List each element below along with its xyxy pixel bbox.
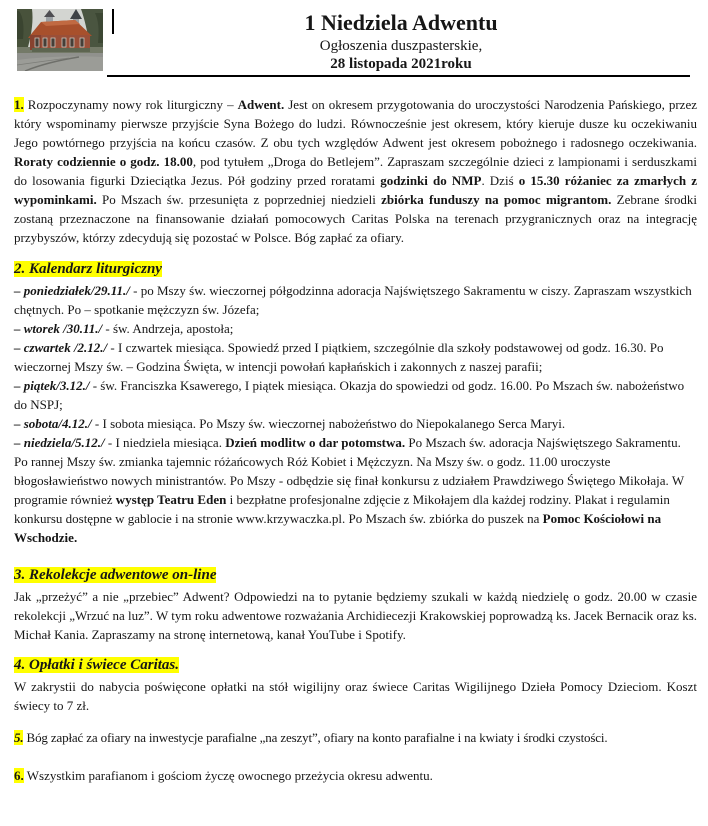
text-run: – niedziela/5.12./ [14, 435, 105, 450]
page-date: 28 listopada 2021roku [330, 56, 472, 72]
text-run: W zakrystii do nabycia poświęcone opłatki na stół wigilijny oraz świece Caritas Wigilijnego Dzieła Pomocy Dzieciom. Koszt świecy to 7 zł. [14, 679, 697, 713]
text-run: występ Teatru Eden [115, 492, 227, 507]
announcement-1 [14, 95, 697, 247]
calendar-item-tuesday [14, 319, 697, 338]
text-run: – wtorek /30.11./ [14, 321, 103, 336]
wafers-text [14, 677, 697, 715]
text-run: - po Mszy św. wieczornej półgodzinna adoracja Najświętszego Sakramentu w ciszy. Zapraszam wszystkich chętnych. Po – spotkanie mężczyzn św. Józefa; [14, 283, 692, 317]
section-heading-calendar-text: 2. Kalendarz liturgiczny [14, 261, 162, 277]
section-heading-calendar [14, 260, 697, 279]
text-run: - św. Franciszka Ksawerego, I piątek miesiąca. Okazja do spowiedzi od godz. 16.00. Po Mszach św. nabożeństwo do NSPJ; [14, 378, 685, 412]
text-run: – poniedziałek/29.11./ [14, 283, 130, 298]
text-run: i bezpłatne profesjonalne zdjęcie z Mikołajem dla każdej rodziny. Plakat i regulamin konkursu dostępne w gablocie i na stronie www.krzywaczka.pl. Po Mszach św. zbiórka do puszek na [14, 492, 670, 526]
document-body [14, 95, 697, 785]
text-run: - I czwartek miesiąca. Spowiedź przed I piątkiem, szczególnie dla szkoły podstawowej od godz. 16.30. Po wieczornej Mszy św. – Godzina Święta, w intencji powołań kapłańskich i zakonnych z naszej parafii; [14, 340, 664, 374]
text-run: Rozpoczynamy nowy rok liturgiczny – [23, 97, 238, 112]
text-run: Roraty codziennie o godz. 18.00 [14, 154, 193, 169]
church-photo-image [17, 9, 103, 71]
text-run: Dzień modlitw o dar potomstwa. [225, 435, 406, 450]
section-heading-retreat-text: 3. Rekolekcje adwentowe on-line [14, 567, 217, 583]
text-run: zbiórka funduszy na pomoc migrantom. [381, 192, 612, 207]
text-run: Jak „przeżyć” a nie „przebiec” Adwent? Odpowiedzi na to pytanie będziemy szukali w każdą niedzielę o godz. 20.00 w czasie rekolekcji „Wrzuć na luz”. W tym roku adwentowe rozważania Archidiecezji Krakowskiej poprowadzą ks. Jacek Bernacik oraz ks. Michał Kania. Zapraszamy na stronę internetową, kanał YouTube i Spotify. [14, 589, 697, 642]
text-run: . Dziś [481, 173, 519, 188]
text-run: – sobota/4.12./ [14, 416, 92, 431]
text-run: Pomoc Kościołowi na Wschodzie. [14, 511, 662, 545]
text-run: Zebrane środki zostaną przeznaczone na finansowanie działań pomocowych Caritas Polska na terenach przygranicznych oraz na integrację przybyszów, którzy zdecydują się pozostać w Polsce. Bóg zapłać za ofiary. [14, 192, 697, 245]
calendar-item-thursday [14, 338, 697, 376]
calendar-item-monday [14, 281, 697, 319]
text-run: Wszystkim parafianom i gościom życzę owocnego przeżycia okresu adwentu. [23, 768, 433, 783]
page-subtitle: Ogłoszenia duszpasterskie, [319, 38, 483, 54]
header-text [110, 10, 692, 73]
section-heading-retreat [14, 566, 697, 585]
text-run: 1. [14, 97, 24, 112]
announcement-6 [14, 766, 697, 785]
text-run: - I sobota miesiąca. Po Mszy św. wieczornej nabożeństwo do Niepokalanego Serca Maryi. [91, 416, 566, 431]
text-run: Bóg zapłać za ofiary na inwestycje parafialne „na zeszyt”, ofiary na konto parafialne i na kwiaty i środki czystości. [23, 730, 608, 745]
text-run: , pod tytułem „Droga do Betlejem”. Zapraszam szczególnie dzieci z lampionami i serduszkami do losowania figurki Dzieciątka Jezus. Pół godziny przed roratami [14, 154, 697, 188]
text-run: 6. [14, 768, 24, 783]
church-photo [17, 9, 103, 71]
text-run: 5. [14, 730, 24, 745]
text-run: o 15.30 różaniec za zmarłych z wypominkami. [14, 173, 697, 207]
section-heading-wafers [14, 656, 697, 675]
text-run: - św. Andrzeja, apostoła; [102, 321, 234, 336]
text-run: – piątek/3.12./ [14, 378, 90, 393]
text-run: - I niedziela miesiąca. [104, 435, 226, 450]
text-run: – czwartek /2.12./ [14, 340, 108, 355]
calendar-item-sunday [14, 433, 697, 547]
header-rule [107, 75, 690, 77]
announcement-5 [14, 728, 697, 747]
calendar-item-friday [14, 376, 697, 414]
section-heading-wafers-text: 4. Opłatki i świece Caritas. [14, 657, 179, 673]
page-title: 1 Niedziela Adwentu [304, 10, 498, 35]
retreat-text [14, 587, 697, 644]
text-run: godzinki do NMP [380, 173, 482, 188]
text-run: Po Mszach św. przesunięta z poprzedniej niedzieli [96, 192, 382, 207]
text-run: Po Mszach św. adoracja Najświętszego Sakramentu. Po rannej Mszy św. zmianka tajemnic różańcowych Róż Kobiet i Mężczyzn. Na Mszy św. o godz. 11.00 uroczyste błogosławieństwo nowych ministrantów. Po Mszy - odbędzie się finał konkursu z udziałem Prawdziwego Świętego Mikołaja. W programie również [14, 435, 684, 507]
calendar-item-saturday [14, 414, 697, 433]
text-run: Adwent. [237, 97, 285, 112]
text-run: Jest on okresem przygotowania do uroczystości Narodzenia Pańskiego, przez który wspominamy pierwsze przyjście Syna Bożego do ludzi. Równocześnie jest okresem, który kieruje dusze ku oczekiwaniu Jego powtórnego przyjścia na końcu czasów. Z obu tych względów Adwent jest okresem pobożnego i radosnego oczekiwania. [14, 97, 697, 150]
